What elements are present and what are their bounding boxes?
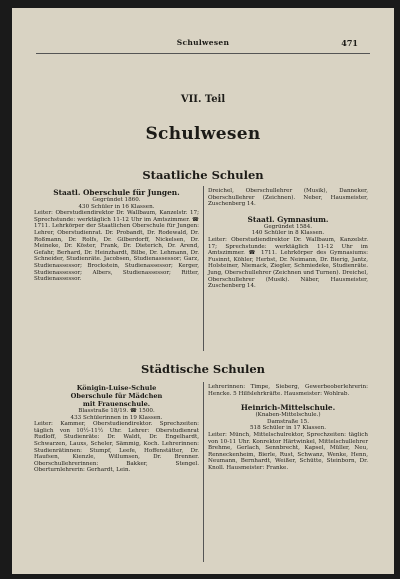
state-left-column	[34, 188, 199, 283]
city-left-column	[34, 384, 199, 474]
luise-school-subtitle-1: Oberschule für Mädchen	[70, 392, 163, 400]
boys-school-founded: Gegründet 1860.	[92, 197, 141, 203]
book-page	[12, 8, 394, 574]
boys-school-title: Staatl. Oberschule für Jungen.	[53, 188, 180, 197]
running-head-title: Schulwesen	[176, 38, 230, 47]
boys-school-body: Leiter: Oberstudiendirektor Dr. Wallbaum, Kanzelstr. 17; Sprechstunde: werktäglich 11-12 Uhr im Amtszimmer. ☎ 1711. Lehrkörper der Staatlichen Oberschule für Jungen: Lehrer, Oberstudienrat. Dr. Probandt, Dr. Rodewald, Dr. Roßmann, Dr. Rolfs, Dr. Gilberdorff, Nickelsen, Dr. Meineke, Dr. Köster, Frank, Dr. Dieterich, Dr. Arend, Gefahr, Berhard, Dr. Heinzhardt, Bilbe, Dr. Lehmann, Dr. Schneider, Studienräte. Jacobsen, Studienassessor; Garz, Studienassessor; Brockstein, Studienassessor; Kerger, Studienassessor; Albers, Studienassessor; Ritter, Studienassessor.	[34, 210, 199, 283]
gymnasium-body: Leiter: Oberstudiendirektor Dr. Wallbaum, Kanzelstr. 17; Sprechstunde: werktäglich 11-12 Uhr im Amtszimmer. ☎ 1711. Lehrkörper des Gymnasiums: Fusinnt, Köhler, Herbst, Dr. Neimann, Dr. Bierig, Jantz, Holsteiner, Niemack, Ziegler, Schmiedeke, Studienräte. Jung, Oberschullehrer (Zeichnen und Turnen). Dreichel, Oberschullehrer (Musik). Näber, Hausmeister, Zuschenberg 14.	[208, 236, 368, 290]
column-divider-state	[203, 186, 205, 351]
state-right-top: Dreichel, Oberschullehrer (Musik), Danneker, Oberschullehrer (Zeichnen). Neber, Hausmeister, Zuschenberg 14.	[208, 188, 368, 208]
gymnasium-stats: 140 Schüler in 8 Klassen.	[251, 230, 325, 237]
header-rule	[36, 53, 370, 54]
column-divider-city	[203, 382, 205, 562]
part-title: VII. Teil	[180, 94, 226, 105]
gymnasium-title: Staatl. Gymnasium.	[247, 214, 329, 224]
heinrich-school-body: Leiter: Münch, Mittelschulrektor, Sprechzeiten: täglich von 10-11 Uhr. Konrektor Härtwinkel, Mittelschullehrer Brehme, Gerlach, Sennbrecht, Kapsel, Müller, Neu, Renneckenheim, Bierle, Rust, Schwanz, Wenke, Henn, Neumann, Bernhardt, Weißer, Schütte, Steinborn, Dr. Knoll. Hausmeister: Franke.	[208, 431, 368, 471]
luise-school-title: Königin-Luise-Schule	[76, 384, 157, 392]
luise-school-address: Blasstraße 18/19. ☎ 1500.	[78, 408, 155, 414]
page-number: 471	[341, 38, 358, 48]
heinrich-school-stats: 518 Schüler in 17 Klassen.	[250, 425, 326, 432]
luise-school-subtitle-2: mit Frauenschule.	[82, 400, 151, 408]
luise-school-body: Leiter: Kammer, Oberstudiendirektor. Sprechzeiten: täglich von 10½-11½ Uhr. Lehrer: Oberstudienrat Rudloff, Studienräte: Dr. Waldt, Dr. Engelhardt, Schwarzen, Lauxs, Scheler, Sämmig, Koch. Lehrerinnen: Studienrätinnen: Stumpf, Leefe, Hoffenstätter, Dr. Haufsen, Kienzle, Willumsen, Dr. Brenner. Oberschullehrerinnen: Bakker, Stengel. Oberturnlehrerin: Gerhardt, Lein.	[34, 421, 199, 474]
city-right-column	[208, 384, 368, 472]
heinrich-school-title: Heinrich-Mittelschule.	[240, 403, 336, 413]
city-right-top: Lehrerinnen: Timpe, Sieberg, Gewerbeoberlehrerin: Hencke. 5 Hilfslehrkräfte. Hausmeister: Wohlrab.	[208, 384, 368, 397]
city-schools-heading: Städtische Schulen	[140, 362, 266, 376]
main-title: Schulwesen	[145, 124, 261, 144]
heinrich-school-address: Damstraße 15.	[267, 418, 309, 425]
luise-school-stats: 433 Schülerinnen in 19 Klassen.	[70, 414, 163, 421]
state-schools-heading: Staatliche Schulen	[142, 168, 264, 182]
state-right-column	[208, 188, 368, 290]
heinrich-school-subtitle: (Knaben-Mittelschule.)	[255, 412, 321, 419]
gymnasium-founded: Gegründet 1584.	[263, 223, 313, 230]
boys-school-stats: 430 Schüler in 16 Klassen.	[78, 203, 155, 210]
